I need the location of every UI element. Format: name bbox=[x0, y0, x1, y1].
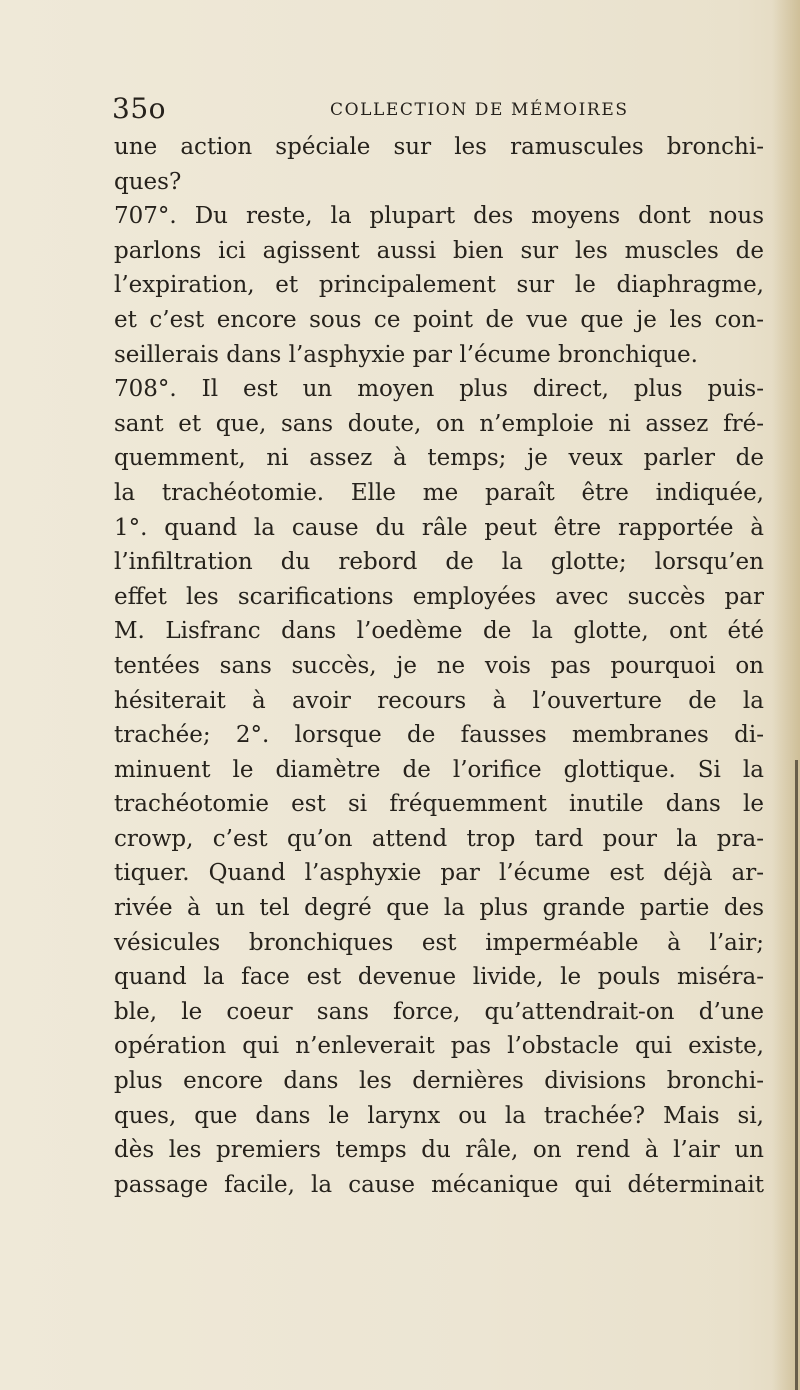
text-line: dès les premiers temps du râle, on rend à l’air un bbox=[114, 1137, 764, 1164]
text-line: tentées sans succès, je ne vois pas pourquoi on bbox=[114, 652, 764, 679]
text-line: vésicules bronchiques est imperméable à l’air; bbox=[114, 929, 764, 956]
text-line: sant et que, sans doute, on n’emploie ni assez fré- bbox=[114, 410, 764, 437]
page-edge-mark bbox=[795, 760, 798, 1390]
text-line: passage facile, la cause mécanique qui déterminait bbox=[114, 1171, 764, 1198]
body-text bbox=[114, 130, 764, 1202]
text-line: l’expiration, et principalement sur le diaphragme, bbox=[114, 272, 764, 299]
text-line: ques? bbox=[114, 168, 182, 195]
text-line: trachéotomie est si fréquemment inutile dans le bbox=[114, 791, 764, 818]
text-line: crowp, c’est qu’on attend trop tard pour la pra- bbox=[114, 825, 764, 852]
text-line: effet les scarifications employées avec succès par bbox=[114, 583, 764, 610]
text-line: 707°. Du reste, la plupart des moyens dont nous bbox=[114, 203, 764, 230]
text-line: plus encore dans les dernières divisions bronchi- bbox=[114, 1068, 764, 1095]
text-line: opération qui n’enleverait pas l’obstacle qui existe, bbox=[114, 1033, 764, 1060]
text-line: quand la face est devenue livide, le pouls miséra- bbox=[114, 964, 764, 991]
text-line: ques, que dans le larynx ou la trachée? Mais si, bbox=[114, 1102, 764, 1129]
page-header bbox=[112, 92, 764, 132]
text-line: 708°. Il est un moyen plus direct, plus puis- bbox=[114, 376, 764, 403]
text-line: M. Lisfranc dans l’oedème de la glotte, ont été bbox=[114, 618, 764, 645]
text-line: et c’est encore sous ce point de vue que je les con- bbox=[114, 306, 764, 333]
text-line: hésiterait à avoir recours à l’ouverture de la bbox=[114, 687, 764, 714]
text-line: la trachéotomie. Elle me paraît être indiquée, bbox=[114, 479, 764, 506]
text-line: l’infiltration du rebord de la glotte; lorsqu’en bbox=[114, 549, 764, 576]
text-line: 1°. quand la cause du râle peut être rapportée à bbox=[114, 514, 764, 541]
text-line: parlons ici agissent aussi bien sur les muscles de bbox=[114, 237, 764, 264]
text-line: tiquer. Quand l’asphyxie par l’écume est déjà ar- bbox=[114, 860, 764, 887]
text-line: quemment, ni assez à temps; je veux parler de bbox=[114, 445, 764, 472]
text-line: minuent le diamètre de l’orifice glottique. Si la bbox=[114, 756, 764, 783]
running-title: COLLECTION DE MÉMOIRES bbox=[330, 100, 629, 120]
text-line: rivée à un tel degré que la plus grande partie des bbox=[114, 895, 764, 922]
text-line: ble, le coeur sans force, qu’attendrait-on d’une bbox=[114, 998, 764, 1025]
text-line: une action spéciale sur les ramuscules bronchi- bbox=[114, 134, 764, 160]
text-line: trachée; 2°. lorsque de fausses membranes di- bbox=[114, 722, 764, 749]
text-line: seillerais dans l’asphyxie par l’écume bronchique. bbox=[114, 341, 698, 368]
page-number: 35o bbox=[112, 92, 166, 125]
